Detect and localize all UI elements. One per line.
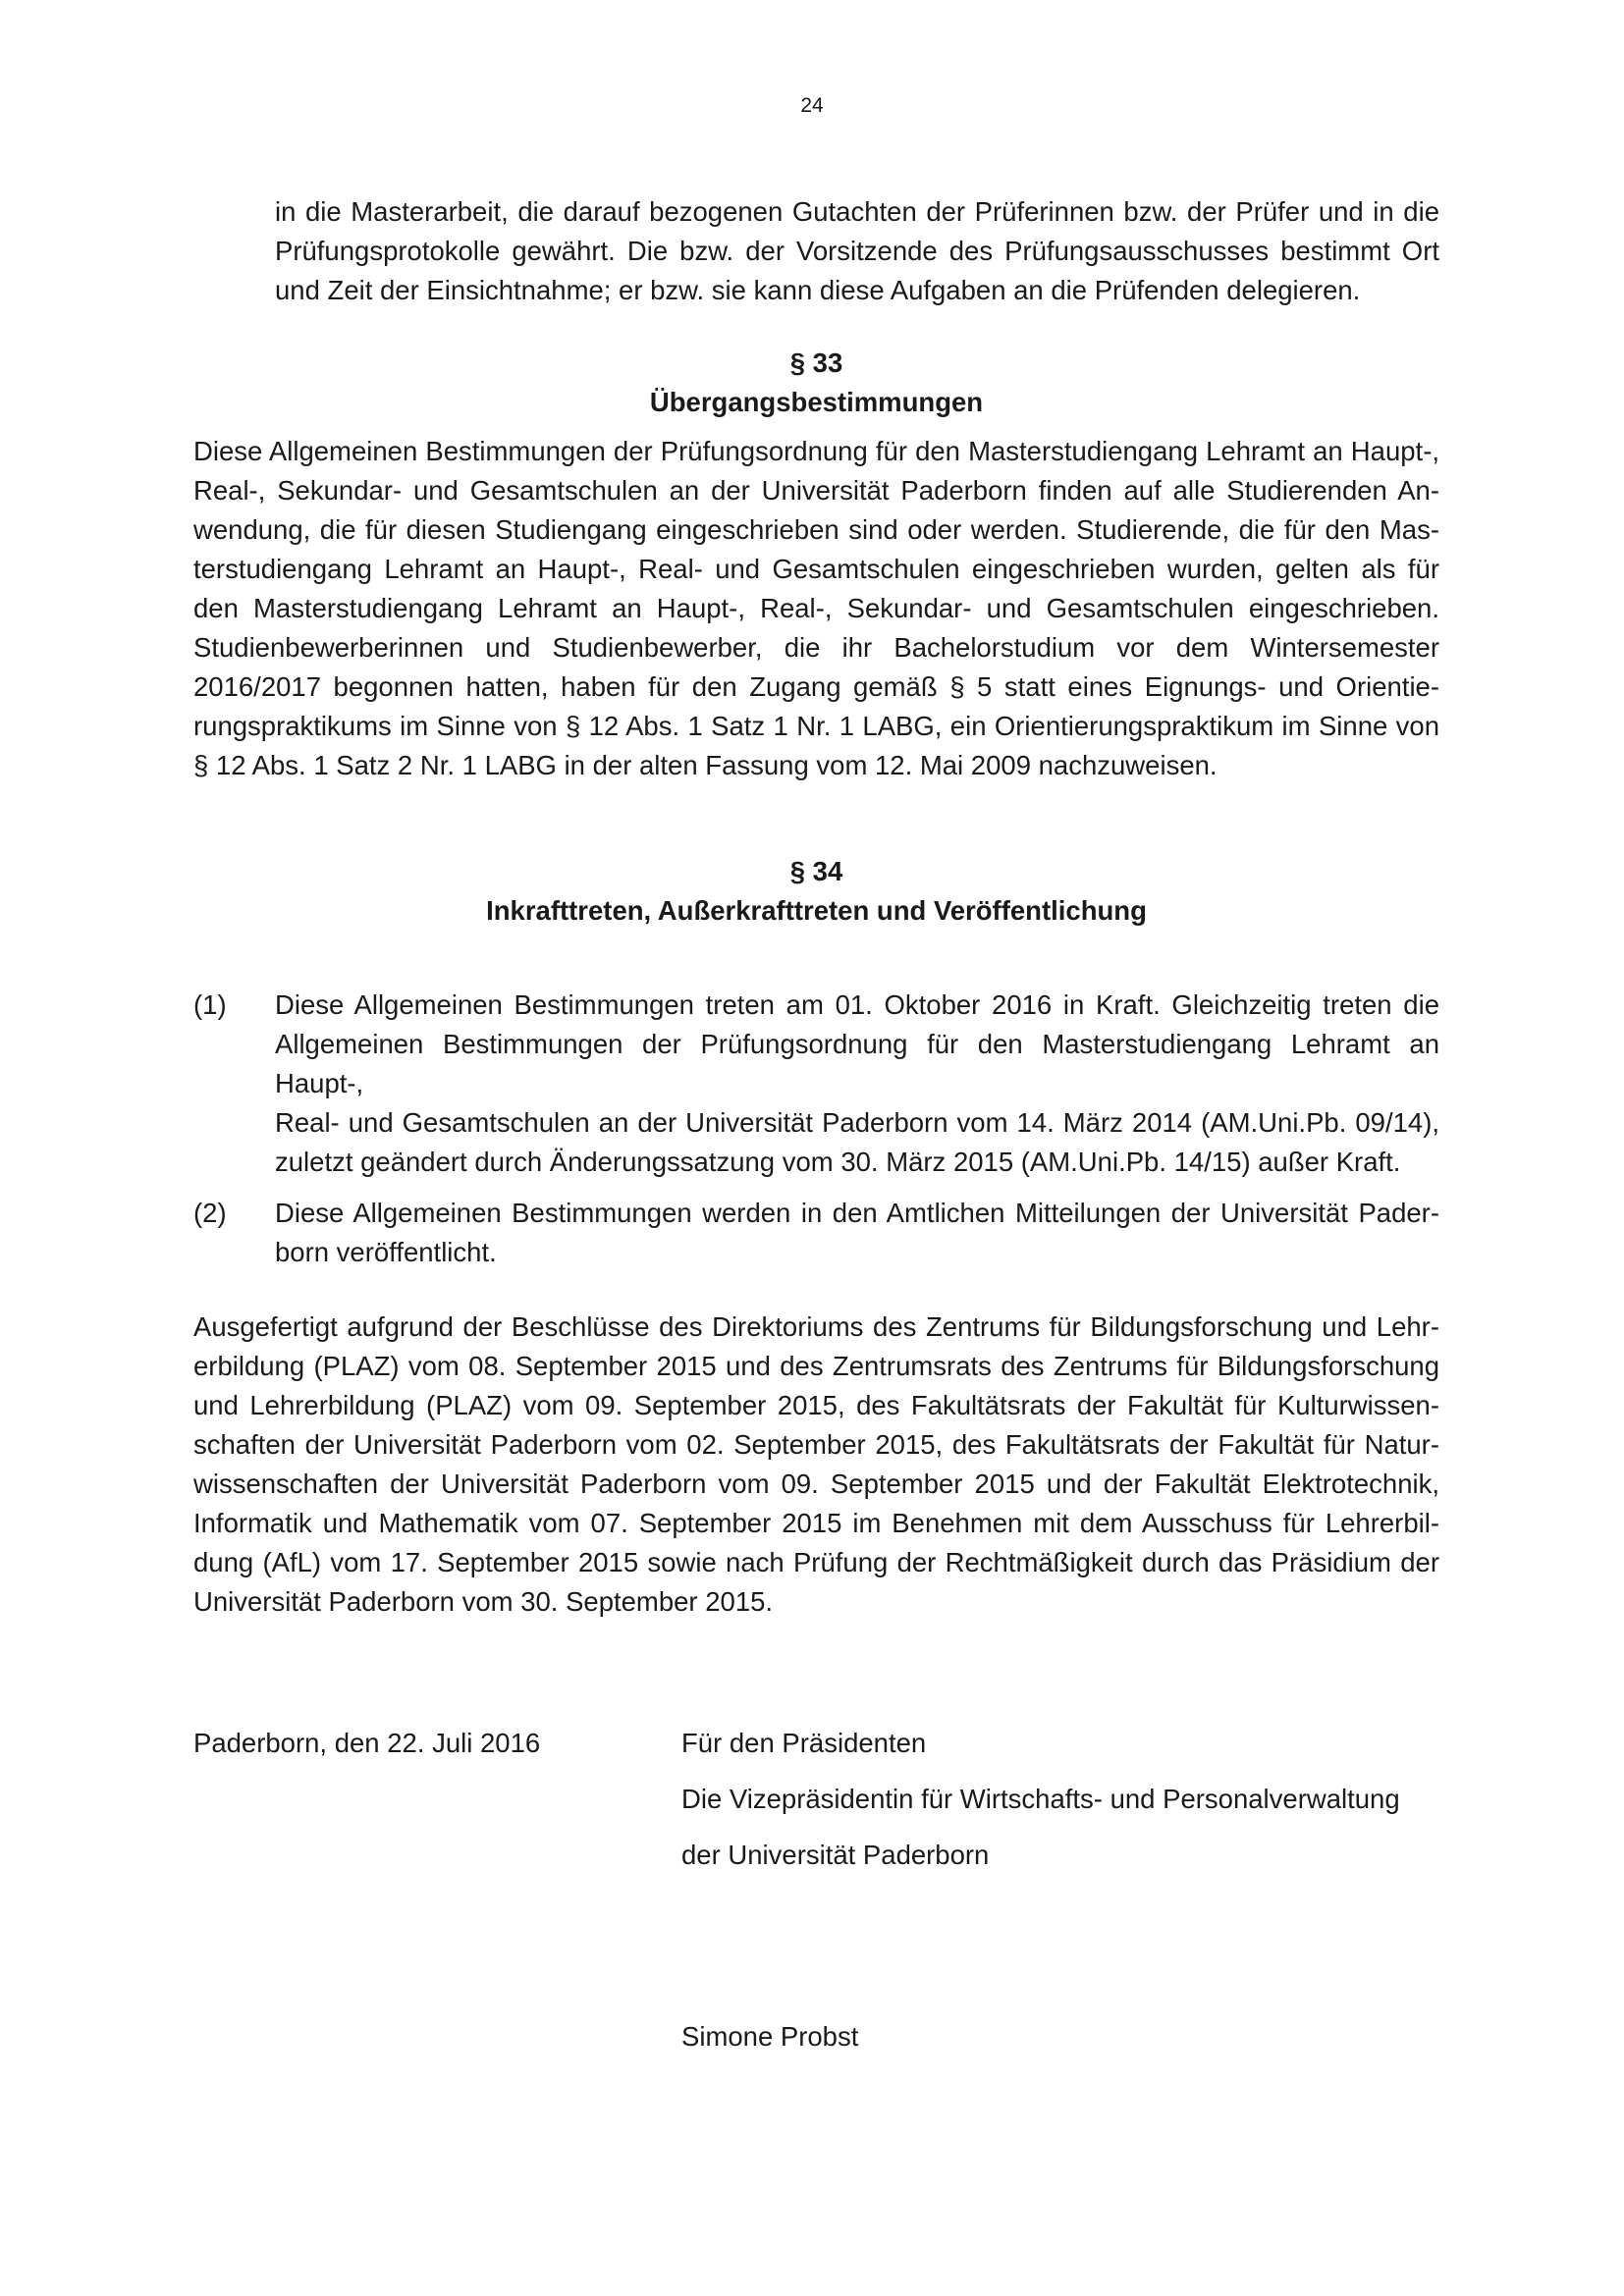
- section-number: § 33: [789, 347, 843, 378]
- text-line: Diese Allgemeinen Bestimmungen treten am 01. Oktober 2016 in Kraft. Gleichzeitig treten die: [275, 989, 1439, 1020]
- text-line: 2016/2017 begonnen hatten, haben für den Zugang gemäß § 5 statt eines Eignungs- und Orientie-: [193, 671, 1439, 702]
- text-line: born veröffentlicht.: [275, 1237, 497, 1267]
- section-33-heading: [193, 344, 1439, 422]
- list-item: [193, 1194, 1439, 1272]
- text-line: den Masterstudiengang Lehramt an Haupt-, Real-, Sekundar- und Gesamtschulen eingeschrieben.: [193, 593, 1439, 623]
- text-line: rungspraktikums im Sinne von § 12 Abs. 1 Satz 1 Nr. 1 LABG, ein Orientierungspraktikum im Sinne von: [193, 711, 1439, 741]
- text-line: Prüfungsprotokolle gewährt. Die bzw. der Vorsitzende des Prüfungsausschusses bestimmt Ort: [275, 236, 1439, 266]
- text-line: und Lehrerbildung (PLAZ) vom 09. September 2015, des Fakultätsrats der Fakultät für Kulturwissen-: [193, 1390, 1439, 1420]
- text-line: Real-, Sekundar- und Gesamtschulen an der Universität Paderborn finden auf alle Studierenden An-: [193, 475, 1439, 506]
- text-line: Real- und Gesamtschulen an der Universität Paderborn vom 14. März 2014 (AM.Uni.Pb. 09/14),: [275, 1107, 1439, 1138]
- text-line: in die Masterarbeit, die darauf bezogenen Gutachten der Prüferinnen bzw. der Prüfer und in die: [275, 196, 1439, 227]
- text-line: Informatik und Mathematik vom 07. September 2015 im Benehmen mit dem Ausschuss für Lehrerbil-: [193, 1508, 1439, 1538]
- text-line: § 12 Abs. 1 Satz 2 Nr. 1 LABG in der alten Fassung vom 12. Mai 2009 nachzuweisen.: [193, 750, 1218, 780]
- list-item: [193, 986, 1439, 1177]
- text-line: Universität Paderborn vom 30. September 2015.: [193, 1586, 774, 1617]
- text-line: wendung, die für diesen Studiengang eingeschrieben sind oder werden. Studierende, die für den Mas-: [193, 514, 1439, 545]
- text-line: zuletzt geändert durch Änderungssatzung vom 30. März 2015 (AM.Uni.Pb. 14/15) außer Kraft.: [275, 1147, 1401, 1177]
- signature-role-line: Die Vizepräsidentin für Wirtschafts- und Personalverwaltung: [681, 1784, 1400, 1814]
- section-number: § 34: [789, 856, 843, 886]
- continuation-paragraph: [275, 192, 1439, 310]
- text-line: und Zeit der Einsichtnahme; er bzw. sie kann diese Aufgaben an die Prüfenden delegieren.: [275, 275, 1361, 305]
- signature-org-line: der Universität Paderborn: [681, 1840, 990, 1870]
- page-number: 24: [800, 94, 824, 117]
- signature-for-line: Für den Präsidenten: [681, 1728, 927, 1758]
- text-line: wissenschaften der Universität Paderborn vom 09. September 2015 und der Fakultät Elektrotechnik,: [193, 1468, 1439, 1499]
- final-paragraph: [193, 1308, 1439, 1622]
- text-line: terstudiengang Lehramt an Haupt-, Real- und Gesamtschulen eingeschrieben wurden, gelten als für: [193, 554, 1439, 584]
- text-line: Allgemeinen Bestimmungen der Prüfungsordnung für den Masterstudiengang Lehramt an Haupt-,: [275, 1029, 1439, 1098]
- text-line: schaften der Universität Paderborn vom 02. September 2015, des Fakultätsrats der Fakultät für Natur-: [193, 1429, 1439, 1460]
- section-title: Inkrafttreten, Außerkrafttreten und Veröffentlichung: [486, 895, 1147, 926]
- text-line: Ausgefertigt aufgrund der Beschlüsse des Direktoriums des Zentrums für Bildungsforschung und Lehr-: [193, 1311, 1439, 1342]
- text-line: Diese Allgemeinen Bestimmungen der Prüfungsordnung für den Masterstudiengang Lehramt an Haupt-,: [193, 436, 1439, 466]
- section-33-paragraph: [193, 432, 1439, 785]
- item-number: (2): [193, 1198, 227, 1228]
- text-line: Diese Allgemeinen Bestimmungen werden in den Amtlichen Mitteilungen der Universität Pader-: [275, 1198, 1439, 1228]
- signature-place-date: Paderborn, den 22. Juli 2016: [193, 1728, 541, 1758]
- item-text: [275, 986, 1439, 1182]
- section-34-heading: [193, 852, 1439, 931]
- item-number: (1): [193, 989, 227, 1020]
- text-line: erbildung (PLAZ) vom 08. September 2015 und des Zentrumsrats des Zentrums für Bildungsforschung: [193, 1351, 1439, 1381]
- signatory-name: Simone Probst: [681, 2021, 859, 2052]
- text-line: dung (AfL) vom 17. September 2015 sowie nach Prüfung der Rechtmäßigkeit durch das Präsidium der: [193, 1547, 1439, 1577]
- item-text: [275, 1194, 1439, 1272]
- section-title: Übergangsbestimmungen: [649, 387, 984, 417]
- text-line: Studienbewerberinnen und Studienbewerber, die ihr Bachelorstudium vor dem Wintersemester: [193, 632, 1439, 663]
